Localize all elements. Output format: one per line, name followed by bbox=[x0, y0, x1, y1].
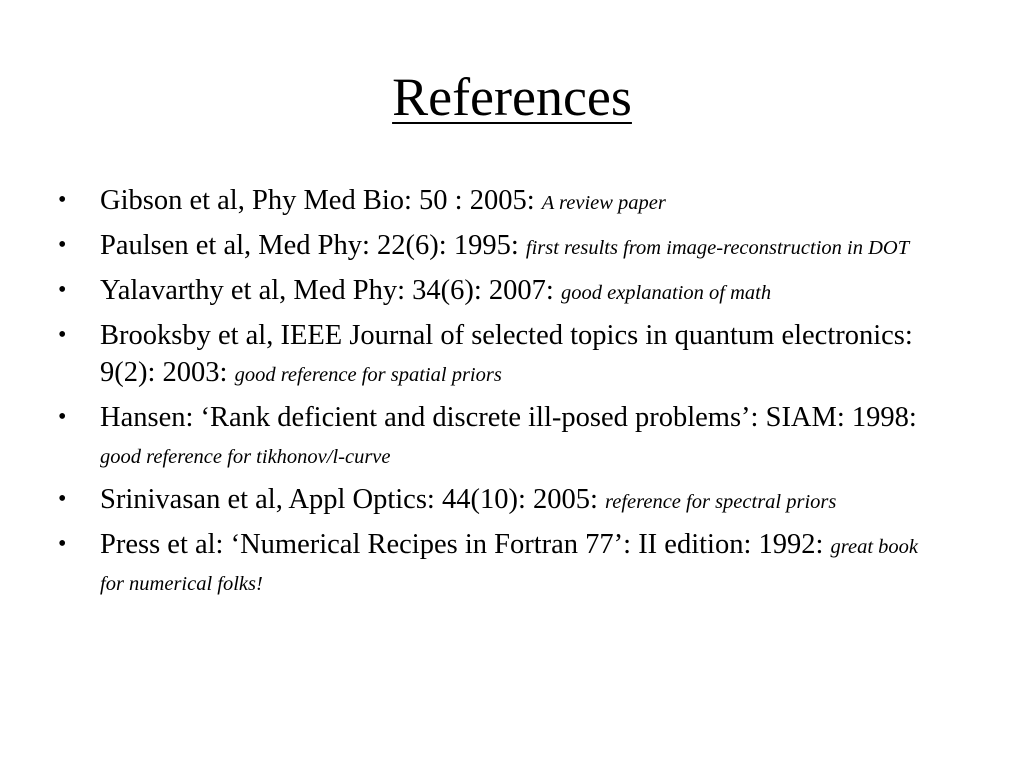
reference-item bbox=[0, 399, 1024, 473]
reference-item bbox=[0, 227, 1024, 264]
reference-note: good explanation of math bbox=[560, 282, 772, 304]
reference-note: good reference for tikhonov/l-curve bbox=[100, 446, 391, 468]
reference-item bbox=[0, 272, 1024, 309]
reference-note: A review paper bbox=[541, 192, 666, 214]
reference-citation: Yalavarthy et al, Med Phy: 34(6): 2007: bbox=[100, 275, 554, 306]
reference-item bbox=[0, 317, 1024, 391]
reference-note: first results from image-reconstruction in DOT bbox=[525, 237, 910, 259]
reference-item bbox=[0, 526, 1024, 600]
reference-note: reference for spectral priors bbox=[605, 491, 837, 513]
slide-title: References bbox=[392, 67, 632, 127]
reference-item bbox=[0, 481, 1024, 518]
reference-citation: Hansen: ‘Rank deficient and discrete ill-posed problems’: SIAM: 1998: bbox=[100, 402, 917, 433]
reference-citation: Brooksby et al, IEEE Journal of selected topics in quantum electronics: 9(2): 2003: bbox=[100, 320, 913, 388]
bullet-icon: • bbox=[58, 531, 67, 557]
reference-citation: Press et al: ‘Numerical Recipes in Fortran 77’: II edition: 1992: bbox=[100, 529, 824, 560]
bullet-icon: • bbox=[58, 486, 67, 512]
reference-citation: Paulsen et al, Med Phy: 22(6): 1995: bbox=[100, 230, 519, 261]
bullet-icon: • bbox=[58, 277, 67, 303]
bullet-icon: • bbox=[58, 322, 67, 348]
reference-list bbox=[0, 182, 1024, 608]
bullet-icon: • bbox=[58, 232, 67, 258]
reference-item bbox=[0, 182, 1024, 219]
bullet-icon: • bbox=[58, 404, 67, 430]
reference-note: good reference for spatial priors bbox=[234, 364, 502, 386]
bullet-icon: • bbox=[58, 187, 67, 213]
reference-citation: Srinivasan et al, Appl Optics: 44(10): 2005: bbox=[100, 484, 598, 515]
reference-citation: Gibson et al, Phy Med Bio: 50 : 2005: bbox=[100, 185, 535, 216]
reference-note: great book for numerical folks! bbox=[100, 536, 919, 595]
